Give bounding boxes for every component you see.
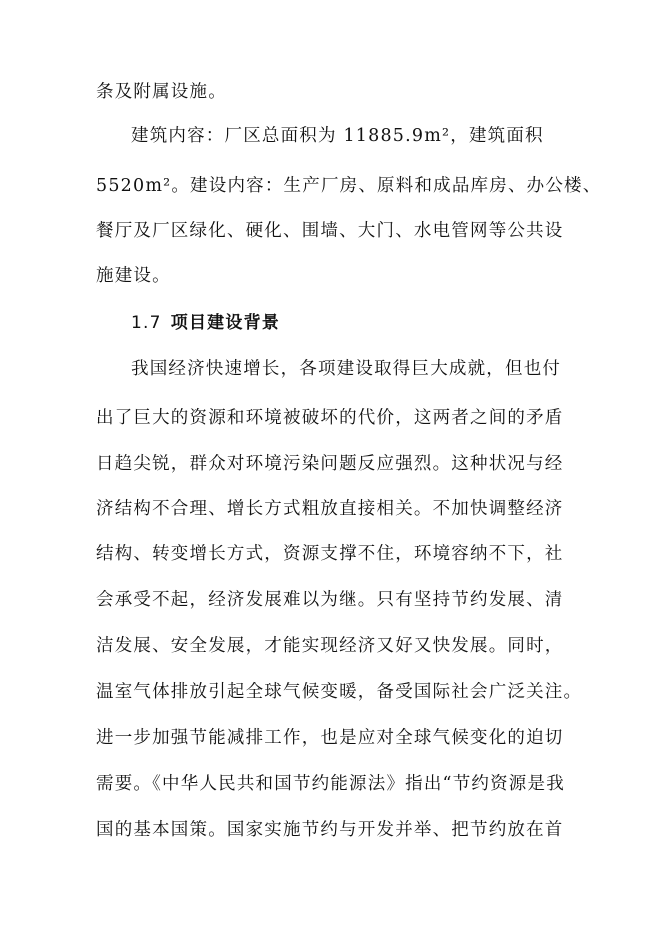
body-line: 我国经济快速增长，各项建设取得巨大成就，但也付	[131, 359, 562, 379]
body-line: 济结构不合理、增长方式粗放直接相关。不加快调整经济	[96, 499, 564, 519]
body-line: 温室气体排放引起全球气候变暖，备受国际社会广泛关注。	[96, 682, 583, 702]
body-line: 结构、转变增长方式，资源支撑不住，环境容纳不下，社	[96, 544, 564, 564]
body-line: 国的基本国策。国家实施节约与开发并举、把节约放在首	[96, 820, 564, 840]
section-number: 1.7	[131, 313, 162, 333]
paragraph-line: 条及附属设施。	[96, 82, 227, 102]
body-line: 进一步加强节能减排工作，也是应对全球气候变化的迫切	[96, 728, 564, 748]
paragraph-line: 5520m²。建设内容：生产厂房、原料和成品库房、办公楼、	[96, 176, 602, 196]
body-line: 会承受不起，经济发展难以为继。只有坚持节约发展、清	[96, 590, 564, 610]
body-line: 日趋尖锐，群众对环境污染问题反应强烈。这种状况与经	[96, 454, 564, 474]
section-title: 项目建设背景	[170, 313, 280, 333]
paragraph-line: 建筑内容：厂区总面积为 11885.9m²，建筑面积	[131, 126, 544, 146]
paragraph-line: 餐厅及厂区绿化、硬化、围墙、大门、水电管网等公共设	[96, 221, 564, 241]
body-line: 洁发展、安全发展，才能实现经济又好又快发展。同时，	[96, 636, 564, 656]
body-line: 需要。《中华人民共和国节约能源法》指出“节约资源是我	[96, 774, 565, 794]
paragraph-line: 施建设。	[96, 266, 171, 286]
body-line: 出了巨大的资源和环境被破坏的代价，这两者之间的矛盾	[96, 408, 564, 428]
section-heading	[131, 311, 591, 335]
